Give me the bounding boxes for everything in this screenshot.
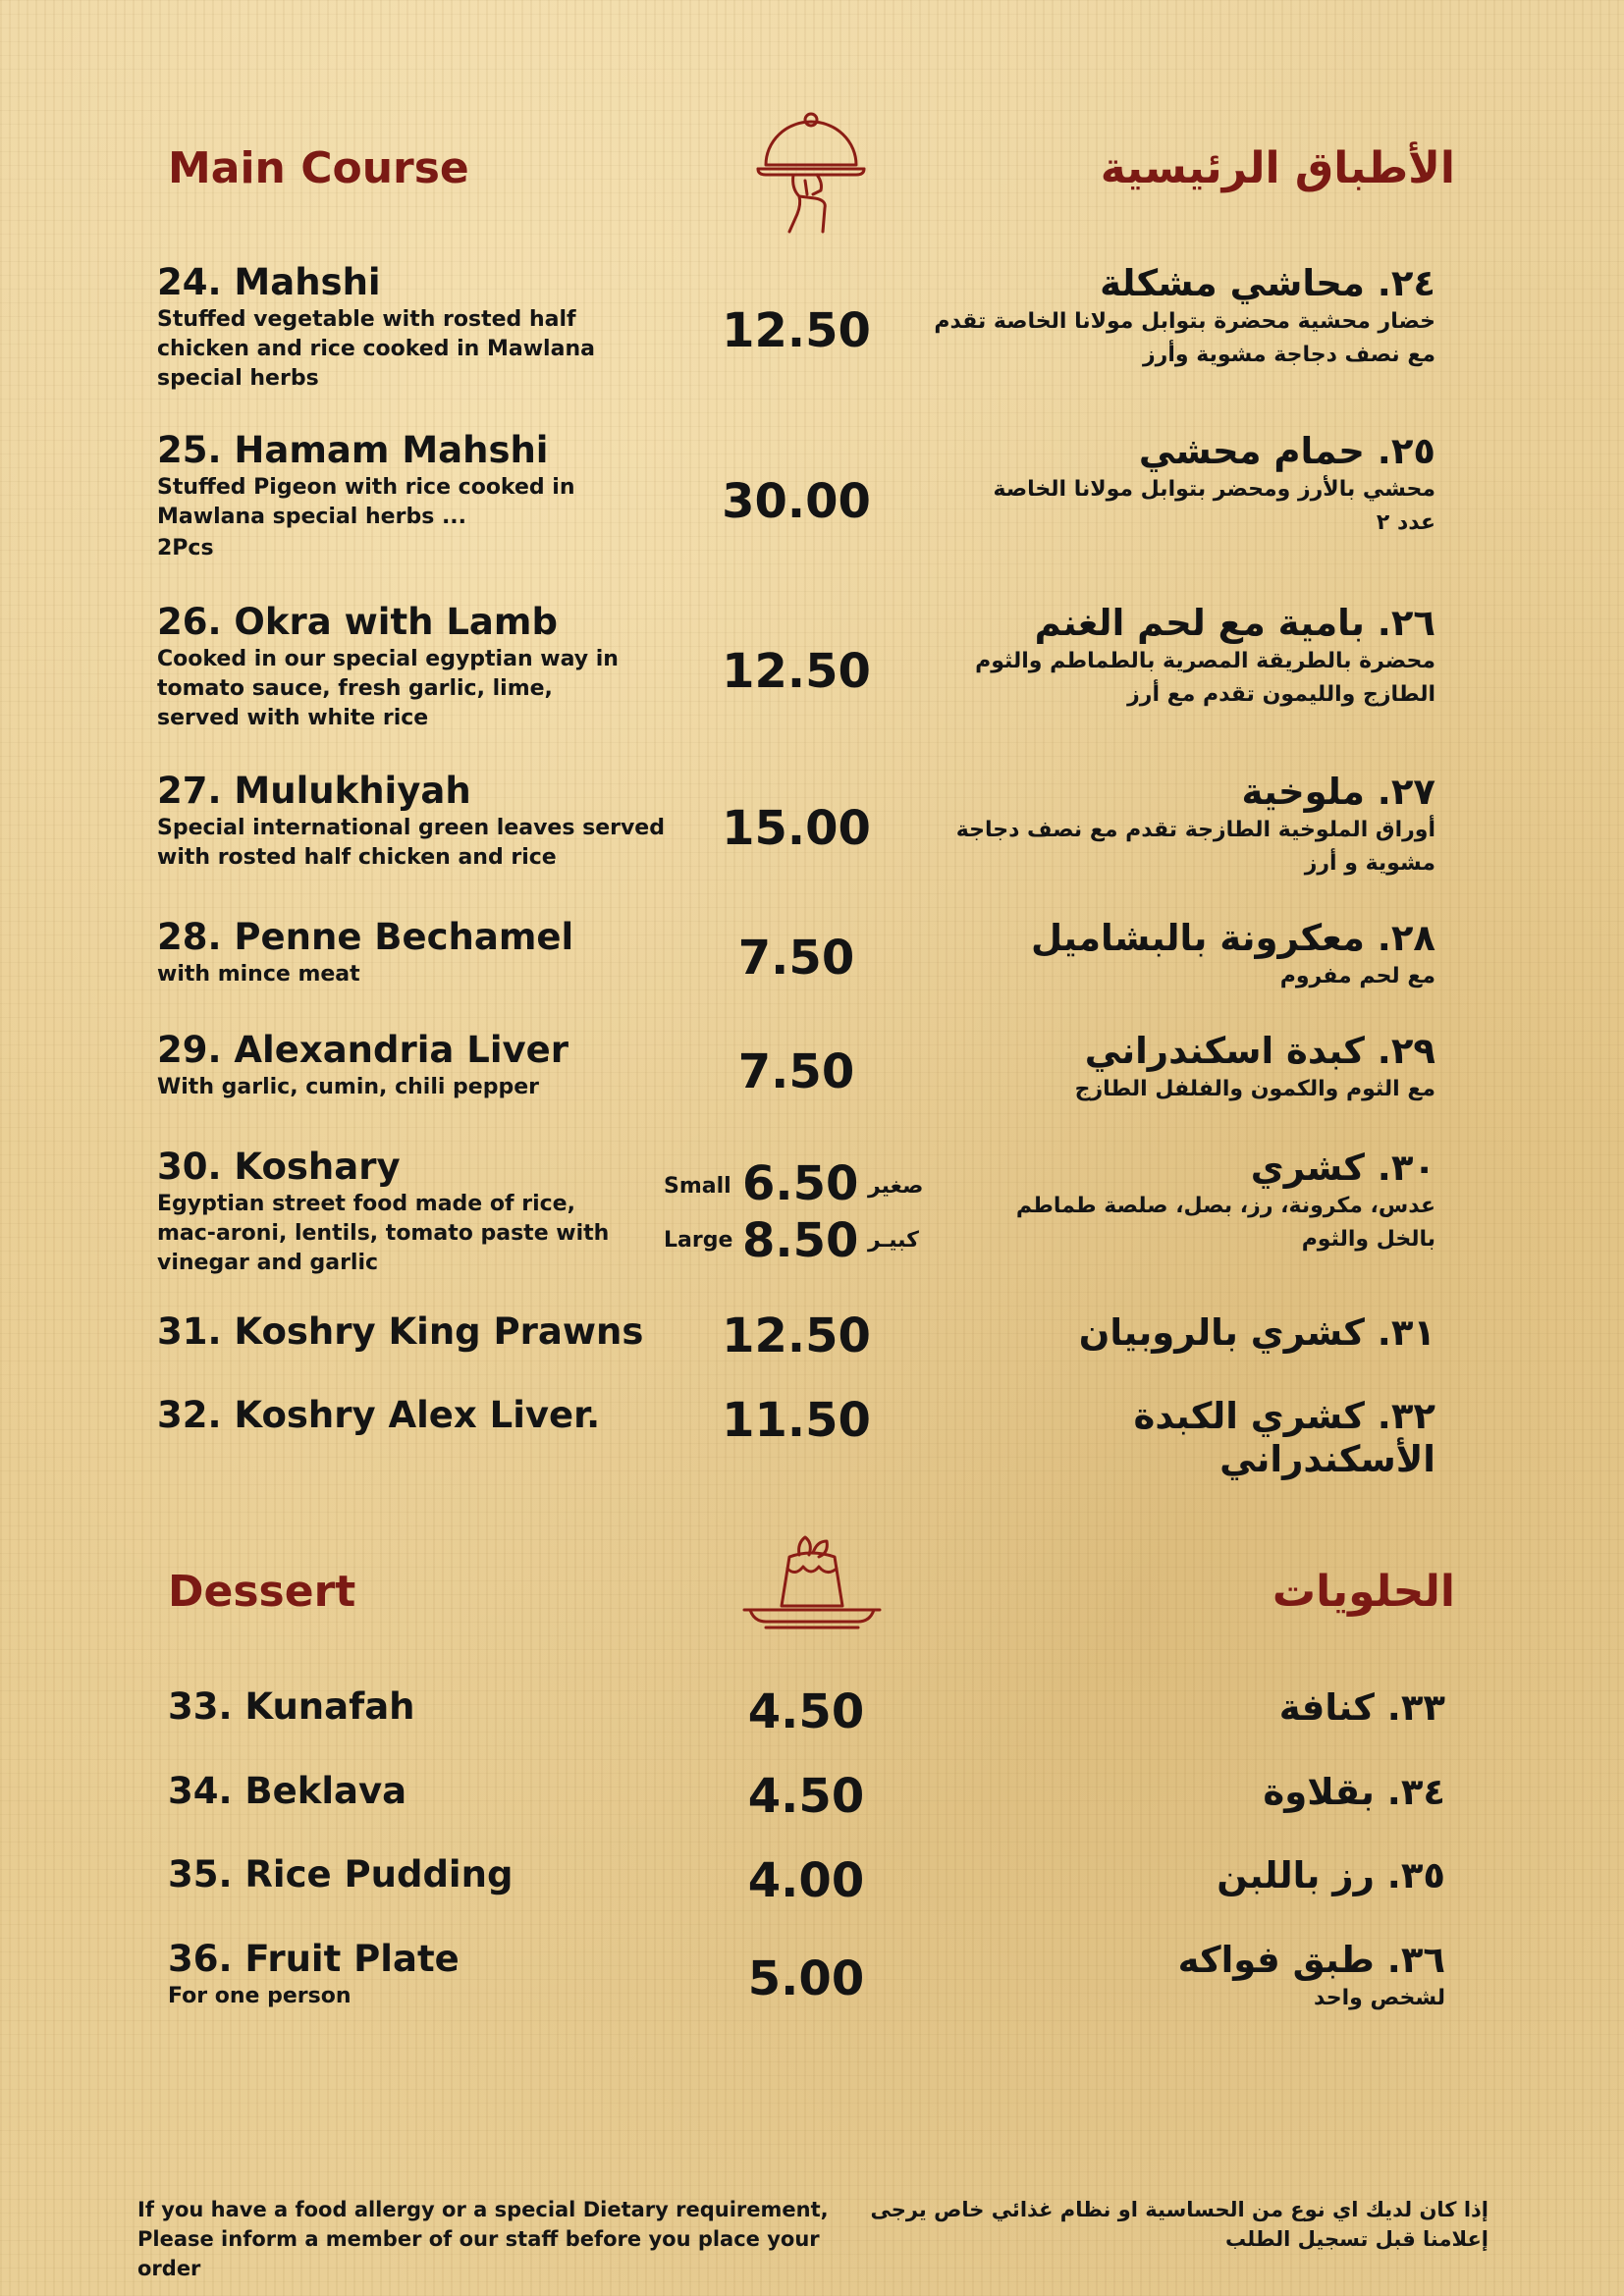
pudding-icon	[740, 1529, 884, 1635]
size-price-small: 6.50	[742, 1156, 859, 1211]
menu-item-30-ar	[974, 1147, 1435, 1256]
item-note-ar: عدد ٢	[1376, 510, 1435, 535]
dessert-item-34-ar	[935, 1771, 1445, 1814]
item-name: 31. Koshry King Prawns	[157, 1310, 644, 1353]
dessert-item-33-ar	[935, 1686, 1445, 1730]
item-name-ar: ٢٩. كبدة اسكندراني	[1084, 1030, 1435, 1072]
item-price: 4.50	[747, 1769, 865, 1824]
item-price: 12.50	[722, 1308, 871, 1363]
size-label-small: Small	[664, 1174, 731, 1199]
menu-item-28-en	[157, 917, 668, 989]
dessert-item-35-ar	[935, 1854, 1445, 1897]
item-price: 5.00	[747, 1951, 865, 2006]
dessert-item-36-en	[168, 1939, 678, 2011]
menu-item-28-ar	[925, 917, 1435, 993]
item-name: 25. Hamam Mahshi	[157, 429, 549, 471]
item-description-ar: مع الثوم والكمون والفلفل الطازج	[1074, 1077, 1435, 1101]
item-description: For one person	[168, 1984, 352, 2008]
dessert-item-34-en	[168, 1771, 678, 1812]
menu-item-27-ar	[925, 771, 1435, 881]
item-note: 2Pcs	[157, 536, 214, 561]
allergy-notice-en	[137, 2195, 844, 2283]
item-description-ar: محضرة بالطريقة المصرية بالطماطم والثوم الطازج والليمون تقدم مع أرز	[975, 649, 1435, 707]
item-name: 26. Okra with Lamb	[157, 601, 558, 643]
item-name: 28. Penne Bechamel	[157, 916, 574, 958]
item-name: 35. Rice Pudding	[168, 1853, 514, 1896]
item-description-ar: لشخص واحد	[1314, 1986, 1445, 2010]
dessert-item-35-en	[168, 1854, 678, 1896]
item-price: 7.50	[737, 1044, 855, 1099]
item-name: 29. Alexandria Liver	[157, 1029, 568, 1071]
item-name-ar: ٣٠. كشري	[1250, 1147, 1435, 1189]
item-description: Special international green leaves served with rosted half chicken and rice	[157, 816, 665, 870]
item-description-ar: أوراق الملوخية الطازجة تقدم مع نصف دجاجة مشوية و أرز	[955, 818, 1435, 876]
item-name-ar: ٢٨. معكرونة بالبشاميل	[1030, 917, 1435, 959]
item-description-ar: خضار محشية محضرة بتوابل مولانا الخاصة تقدم مع نصف دجاجة مشوية وأرز	[934, 309, 1435, 367]
size-label-large-ar: كبيـر	[868, 1228, 919, 1253]
item-name-ar: ٢٤. محاشي مشكلة	[1100, 262, 1435, 304]
item-name: 24. Mahshi	[157, 261, 381, 303]
item-description: Stuffed Pigeon with rice cooked in Mawlana special herbs ...	[157, 475, 575, 529]
item-name-ar: ٣٣. كنافة	[1278, 1686, 1445, 1729]
item-description: with mince meat	[157, 962, 360, 987]
item-name: 33. Kunafah	[168, 1685, 415, 1728]
item-price: 15.00	[722, 801, 871, 856]
item-description: Egyptian street food made of rice, mac-aroni, lentils, tomato paste with vinegar and garlic	[157, 1192, 610, 1275]
allergy-notice-ar	[840, 2195, 1489, 2254]
menu-item-25-ar	[925, 430, 1435, 540]
item-name-ar: ٣٥. رز باللبن	[1217, 1854, 1445, 1896]
item-price: 4.50	[747, 1684, 865, 1739]
item-price: 12.50	[722, 644, 871, 699]
menu-item-26-ar	[925, 602, 1435, 712]
item-price: 4.00	[747, 1853, 865, 1908]
menu-item-31-en	[157, 1311, 668, 1353]
item-description: Cooked in our special egyptian way in tomato sauce, fresh garlic, lime, served with white rice	[157, 647, 619, 730]
item-name-ar: ٢٦. بامية مع لحم الغنم	[1034, 602, 1435, 644]
menu-item-29-ar	[925, 1030, 1435, 1106]
main-course-title-ar: الأطباق الرئيسية	[1100, 143, 1455, 193]
item-price: 30.00	[722, 474, 871, 529]
dessert-title-en: Dessert	[168, 1567, 356, 1617]
allergy-notice-ar-line2: إعلامنا قبل تسجيل الطلب	[1225, 2227, 1489, 2251]
menu-item-30-en	[157, 1147, 638, 1278]
item-name-ar: ٣٢. كشري الكبدة الأسكندراني	[1133, 1395, 1435, 1480]
item-description-ar: مع لحم مفروم	[1279, 964, 1435, 988]
menu-item-26-en	[157, 602, 668, 733]
size-label-small-ar: صغير	[868, 1174, 924, 1199]
dessert-item-36-ar	[935, 1939, 1445, 2015]
menu-item-24-en	[157, 262, 668, 394]
menu-item-27-en	[157, 771, 668, 873]
menu-item-24-ar	[925, 262, 1435, 372]
item-name: 32. Koshry Alex Liver.	[157, 1394, 601, 1436]
item-name-ar: ٢٧. ملوخية	[1241, 771, 1435, 813]
item-name-ar: ٣٤. بقلاوة	[1263, 1771, 1445, 1813]
item-name: 27. Mulukhiyah	[157, 770, 471, 812]
size-label-large: Large	[664, 1228, 733, 1253]
item-name-ar: ٢٥. حمام محشي	[1138, 430, 1435, 472]
allergy-notice-line1: If you have a food allergy or a special Dietary requirement,	[137, 2198, 829, 2221]
dessert-item-33-en	[168, 1686, 678, 1728]
item-name: 30. Koshary	[157, 1146, 401, 1188]
item-name: 36. Fruit Plate	[168, 1938, 460, 1980]
main-course-title-en: Main Course	[168, 143, 469, 193]
menu-item-32-en	[157, 1395, 668, 1436]
item-name: 34. Beklava	[168, 1770, 407, 1812]
dessert-title-ar: الحلويات	[1272, 1567, 1455, 1617]
menu-item-25-en	[157, 430, 668, 563]
item-name-ar: ٣٦. طبق فواكه	[1177, 1939, 1445, 1981]
item-price: 7.50	[737, 931, 855, 986]
item-name-ar: ٣١. كشري بالروبيان	[1078, 1311, 1435, 1354]
menu-item-32-ar	[925, 1395, 1435, 1481]
allergy-notice-ar-line1: إذا كان لديك اي نوع من الحساسية او نظام غذائي خاص يرجى	[870, 2198, 1489, 2221]
item-description: Stuffed vegetable with rosted half chicken and rice cooked in Mawlana special herbs	[157, 307, 595, 391]
item-price: 12.50	[722, 303, 871, 358]
menu-item-31-ar	[925, 1311, 1435, 1355]
item-description-ar: محشي بالأرز ومحضر بتوابل مولانا الخاصة	[993, 477, 1435, 502]
item-description-ar: عدس، مكرونة، رز، بصل، صلصة طماطم بالخل والثوم	[1015, 1194, 1435, 1252]
size-price-large: 8.50	[742, 1213, 859, 1268]
item-price: 11.50	[722, 1393, 871, 1448]
cloche-icon	[752, 110, 870, 234]
item-description: With garlic, cumin, chili pepper	[157, 1075, 539, 1099]
allergy-notice-line2: Please inform a member of our staff before you place your order	[137, 2227, 820, 2280]
menu-item-29-en	[157, 1030, 668, 1102]
